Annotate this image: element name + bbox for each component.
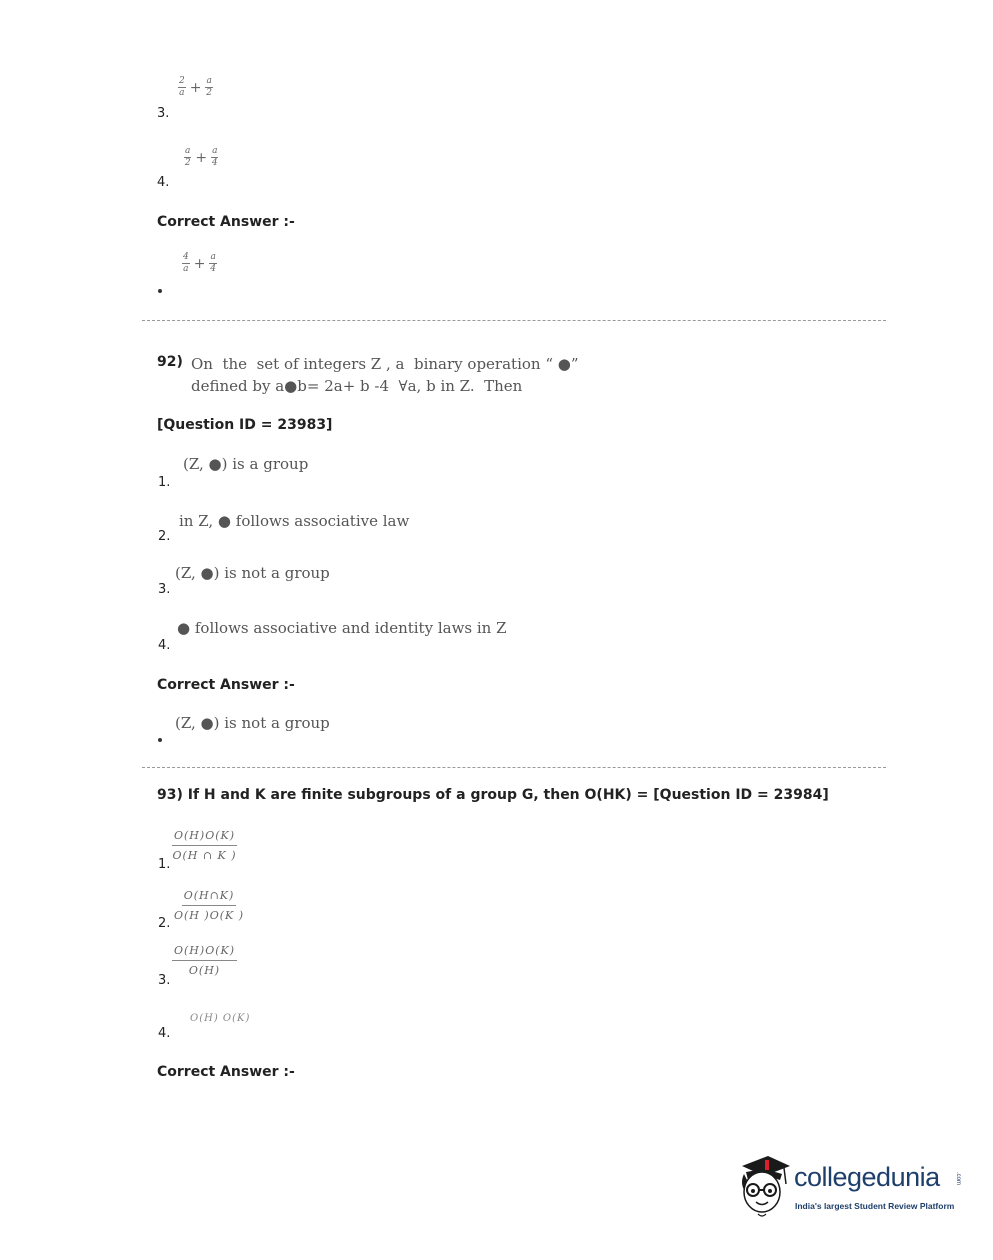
mascot-icon [734,1152,794,1222]
q92-option-3-text: (Z, ●) is not a group [175,564,330,582]
q92-text-line2: defined by a●b= 2a+ b -4 ∀a, b in Z. Then [191,377,523,395]
q91-answer-expression: 4 a + $\frac{a}{4}$ [183,252,217,274]
q91-option-3-number: 3. [157,106,170,121]
q91-option-4-expression: a 2 + $\frac{a}{4}$ [184,146,218,168]
separator [142,767,886,768]
q92-option-3-number: 3. [158,582,171,597]
q93-option-1-number: 1. [158,857,171,872]
q91-option-4-number: 4. [157,175,170,190]
q92-option-1-number: 1. [158,475,171,490]
q92-question-id: [Question ID = 23983] [157,417,333,433]
q93-option-2-number: 2. [158,916,171,931]
q91-answer-bullet [158,289,162,293]
q93-option-2-fraction: O(H∩K) O(H )O(K ) [174,889,245,922]
logo-wordmark: collegedunia [794,1162,940,1192]
q92-answer-bullet [158,738,162,742]
collegedunia-logo [734,1152,964,1222]
q93-option-3-fraction: O(H)O(K) O(H) [174,944,236,977]
q93-option-1-fraction: O(H)O(K) O(H ∩ K ) [172,829,237,862]
q93-correct-answer-label: Correct Answer :- [157,1064,295,1080]
q93-option-4-number: 4. [158,1026,171,1041]
q92-text-line1: On the set of integers Z , a binary operation “ ●” [191,355,579,373]
q93-option-3-number: 3. [158,973,171,988]
q91-option-3-expression: 2 a + $\frac{a}{2}$ [179,76,213,98]
q92-option-1-text: (Z, ●) is a group [183,455,309,473]
q92-option-4-number: 4. [158,638,171,653]
logo-suffix: .com [955,1172,961,1186]
q92-correct-answer-label: Correct Answer :- [157,677,295,693]
q92-answer-text: (Z, ●) is not a group [175,714,330,732]
q92-option-4-text: ● follows associative and identity laws in Z [177,619,507,637]
q92-number: 92) [157,354,183,370]
q93-title: 93) If H and K are finite subgroups of a group G, then O(HK) = [Question ID = 23984] [157,787,829,803]
separator [142,320,886,321]
q92-option-2-number: 2. [158,529,171,544]
q92-option-2-text: in Z, ● follows associative law [179,512,410,530]
q93-option-4-expression: O(H) O(K) [190,1013,251,1024]
logo-tagline: India's largest Student Review Platform [795,1201,955,1211]
q91-correct-answer-label: Correct Answer :- [157,214,295,230]
